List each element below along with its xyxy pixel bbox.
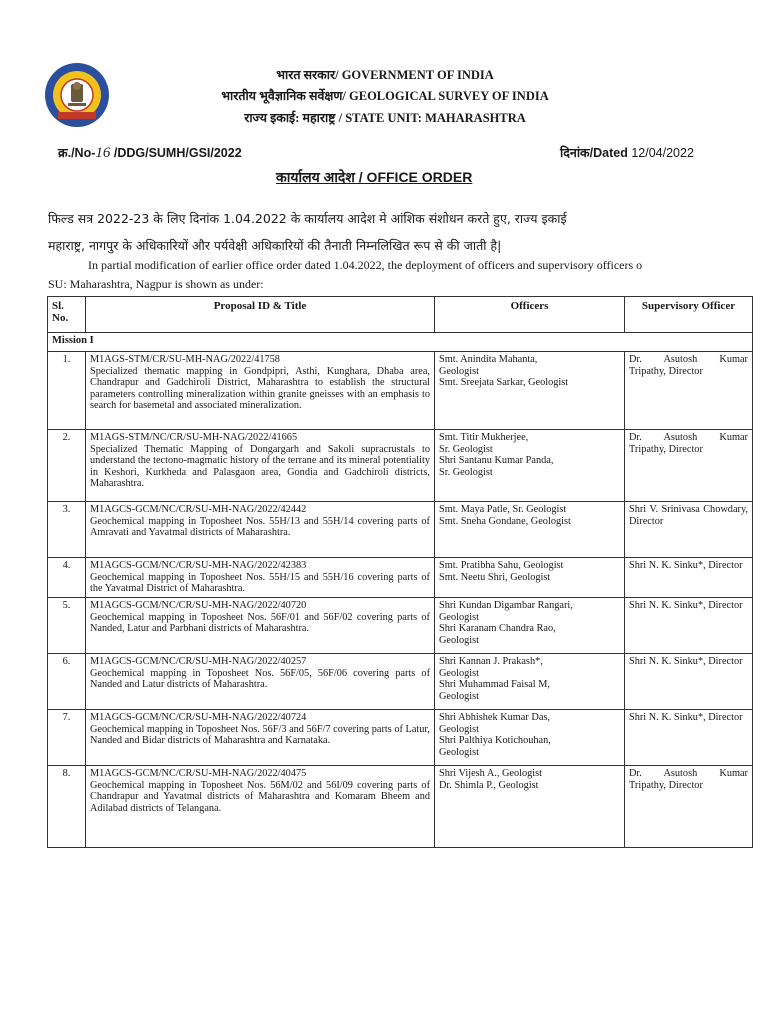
- officer-line: Smt. Anindita Mahanta,: [439, 354, 538, 365]
- order-title: कार्यालय आदेश / OFFICE ORDER: [276, 169, 473, 185]
- row-sl-no: 5.: [48, 598, 86, 654]
- gsi-emblem-icon: [44, 62, 110, 128]
- officer-line: Shri Vijesh A., Geologist: [439, 768, 543, 779]
- row-officers: [435, 766, 625, 848]
- row-sl-no: 7.: [48, 710, 86, 766]
- officer-line: Geologist: [439, 746, 480, 758]
- officer-line: Shri Palthiya Kotichouhan,: [439, 735, 551, 747]
- officer-line: Dr. Shimla P., Geologist: [439, 779, 539, 791]
- proposal-title: Geochemical mapping in Toposheet Nos. 55H/15 and 55H/16 covering parts of the Yavatmal District of Maharashtra.: [90, 571, 430, 595]
- proposal-id: M1AGCS-GCM/NC/CR/SU-MH-NAG/2022/42383: [90, 560, 307, 571]
- row-officers: [435, 558, 625, 598]
- officer-line: Shri Kannan J. Prakash*,: [439, 656, 543, 667]
- row-proposal: [86, 502, 435, 558]
- row-proposal: [86, 766, 435, 848]
- hindi-paragraph-line-2: महाराष्ट्र, नागपुर के अधिकारियों और पर्यवेक्षी अधिकारियों की तैनाती निम्नलिखित रूप से की जाती है|: [48, 238, 502, 253]
- officer-line: Geologist: [439, 611, 480, 623]
- dated-value: 12/04/2022: [627, 146, 694, 160]
- table-row: [48, 352, 753, 430]
- row-proposal: [86, 558, 435, 598]
- handwritten-number: 16: [95, 145, 111, 161]
- english-paragraph-line-1: [48, 258, 764, 273]
- officer-line: Smt. Sreejata Sarkar, Geologist: [439, 377, 569, 389]
- row-sl-no: 6.: [48, 654, 86, 710]
- officer-line: Smt. Titir Mukherjee,: [439, 432, 529, 443]
- proposal-id: M1AGS-STM/CR/SU-MH-NAG/2022/41758: [90, 354, 280, 365]
- dated-label: दिनांक/Dated: [560, 146, 628, 160]
- header-proposal: Proposal ID & Title: [86, 297, 435, 333]
- row-officers: [435, 598, 625, 654]
- officer-line: Shri Kundan Digambar Rangari,: [439, 600, 573, 611]
- table-row: [48, 598, 753, 654]
- proposal-title: Geochemical mapping in Toposheet Nos. 56F/01 and 56F/02 covering parts of Nanded, Latur and Parbhani districts of Maharashtra.: [90, 611, 430, 635]
- proposal-id: M1AGCS-GCM/NC/CR/SU-MH-NAG/2022/40720: [90, 600, 307, 611]
- mission-row: [48, 333, 753, 352]
- table-row: [48, 558, 753, 598]
- row-supervisory-officer: Dr. Asutosh Kumar Tripathy, Director: [625, 352, 753, 430]
- table-row: [48, 430, 753, 502]
- table-row: [48, 710, 753, 766]
- officer-line: Geologist: [439, 690, 480, 702]
- row-sl-no: 1.: [48, 352, 86, 430]
- header-gsi: भारतीय भूवैज्ञानिक सर्वेक्षण/ GEOLOGICAL SURVEY OF INDIA: [221, 89, 549, 103]
- officer-line: Shri Karanam Chandra Rao,: [439, 623, 556, 635]
- officer-line: Smt. Maya Patle, Sr. Geologist: [439, 504, 567, 515]
- date-line: [560, 144, 694, 161]
- proposal-title: Geochemical mapping in Toposheet Nos. 56M/02 and 56I/09 covering parts of Chandrapur and Yavatmal districts of Maharashtra and Komaram Bheem and Adilabad districts of Telangana.: [90, 779, 430, 814]
- proposal-title: Specialized thematic mapping in Gondpipri, Asthi, Kunghara, Dhaba area, Chandrapur and Gadchiroli District, Maharashtra to establish the structural parameters controlling mineralization within granite gneisses with an emphasis to search for basemetal and associated mineralization.: [90, 365, 430, 412]
- row-supervisory-officer: Shri N. K. Sinku*, Director: [625, 558, 753, 598]
- officer-line: Geologist: [439, 634, 480, 646]
- row-supervisory-officer: Shri N. K. Sinku*, Director: [625, 654, 753, 710]
- table-header-row: [48, 297, 753, 333]
- officer-line: Geologist: [439, 667, 480, 679]
- row-supervisory-officer: Dr. Asutosh Kumar Tripathy, Director: [625, 430, 753, 502]
- row-supervisory-officer: Shri N. K. Sinku*, Director: [625, 598, 753, 654]
- english-paragraph-line-2: SU: Maharashtra, Nagpur is shown as under:: [48, 277, 264, 291]
- proposal-title: Specialized Thematic Mapping of Dongargarh and Sakoli supracrustals to understand the tectono-magmatic history of the terrane and its mineral potentiality in Keshori, Kurkheda and Palasgaon area, Gondia and Gadchiroli districts, Maharashtra.: [90, 443, 430, 490]
- row-officers: [435, 430, 625, 502]
- table-row: [48, 654, 753, 710]
- proposal-title: Geochemical mapping in Toposheet Nos. 56F/05, 56F/06 covering parts of Nanded and Latur districts of Maharashtra.: [90, 667, 430, 691]
- row-sl-no: 8.: [48, 766, 86, 848]
- row-officers: [435, 654, 625, 710]
- row-supervisory-officer: Dr. Asutosh Kumar Tripathy, Director: [625, 766, 753, 848]
- row-sl-no: 3.: [48, 502, 86, 558]
- row-sl-no: 4.: [48, 558, 86, 598]
- reference-number: [58, 144, 242, 162]
- officer-line: Sr. Geologist: [439, 466, 493, 478]
- table-row: [48, 502, 753, 558]
- proposal-id: M1AGCS-GCM/NC/CR/SU-MH-NAG/2022/40257: [90, 656, 307, 667]
- hindi-paragraph-line-1: फिल्ड सत्र 2022-23 के लिए दिनांक 1.04.2022 के कार्यालय आदेश मे आंशिक संशोधन करते हुए, राज्य इकाई: [48, 211, 567, 226]
- reference-prefix: क्र./No-: [58, 146, 96, 160]
- row-proposal: [86, 352, 435, 430]
- row-officers: [435, 502, 625, 558]
- row-officers: [435, 352, 625, 430]
- row-sl-no: 2.: [48, 430, 86, 502]
- proposal-id: M1AGCS-GCM/NC/CR/SU-MH-NAG/2022/42442: [90, 504, 307, 515]
- proposal-id: M1AGCS-GCM/NC/CR/SU-MH-NAG/2022/40724: [90, 712, 307, 723]
- proposal-title: Geochemical mapping in Toposheet Nos. 55H/13 and 55H/14 covering parts of Amravati and Yavatmal districts of Maharashtra.: [90, 515, 430, 539]
- reference-suffix: /DDG/SUMH/GSI/2022: [110, 146, 242, 160]
- row-officers: [435, 710, 625, 766]
- officer-line: Smt. Pratibha Sahu, Geologist: [439, 560, 564, 571]
- officer-line: Geologist: [439, 365, 480, 377]
- mission-label: Mission I: [48, 333, 753, 352]
- proposal-id: M1AGS-STM/NC/CR/SU-MH-NAG/2022/41665: [90, 432, 298, 443]
- proposal-id: M1AGCS-GCM/NC/CR/SU-MH-NAG/2022/40475: [90, 768, 307, 779]
- deployment-table: [47, 296, 753, 848]
- english-line-1-text: In partial modification of earlier office order dated 1.04.2022, the deployment of officers and supervisory officers o: [88, 258, 643, 272]
- row-supervisory-officer: Shri V. Srinivasa Chowdary, Director: [625, 502, 753, 558]
- header-government: भारत सरकार/ GOVERNMENT OF INDIA: [276, 68, 494, 82]
- table-row: [48, 766, 753, 848]
- proposal-title: Geochemical mapping in Toposheet Nos. 56F/3 and 56F/7 covering parts of Latur, Nanded and Bidar districts of Maharashtra and Karnataka.: [90, 723, 430, 747]
- officer-line: Shri Santanu Kumar Panda,: [439, 455, 554, 467]
- officer-line: Sr. Geologist: [439, 443, 493, 455]
- officer-line: Shri Abhishek Kumar Das,: [439, 712, 550, 723]
- row-proposal: [86, 598, 435, 654]
- row-proposal: [86, 430, 435, 502]
- header-officers: Officers: [435, 297, 625, 333]
- header-state-unit: राज्य इकाई: महाराष्ट्र / STATE UNIT: MAHARASHTRA: [244, 111, 526, 125]
- header-supervisory: Supervisory Officer: [625, 297, 753, 333]
- officer-line: Geologist: [439, 723, 480, 735]
- header-sl-no: Sl. No.: [48, 297, 86, 333]
- row-proposal: [86, 654, 435, 710]
- officer-line: Smt. Neetu Shri, Geologist: [439, 571, 551, 583]
- officer-line: Smt. Sneha Gondane, Geologist: [439, 515, 571, 527]
- row-proposal: [86, 710, 435, 766]
- officer-line: Shri Muhammad Faisal M,: [439, 679, 550, 691]
- row-supervisory-officer: Shri N. K. Sinku*, Director: [625, 710, 753, 766]
